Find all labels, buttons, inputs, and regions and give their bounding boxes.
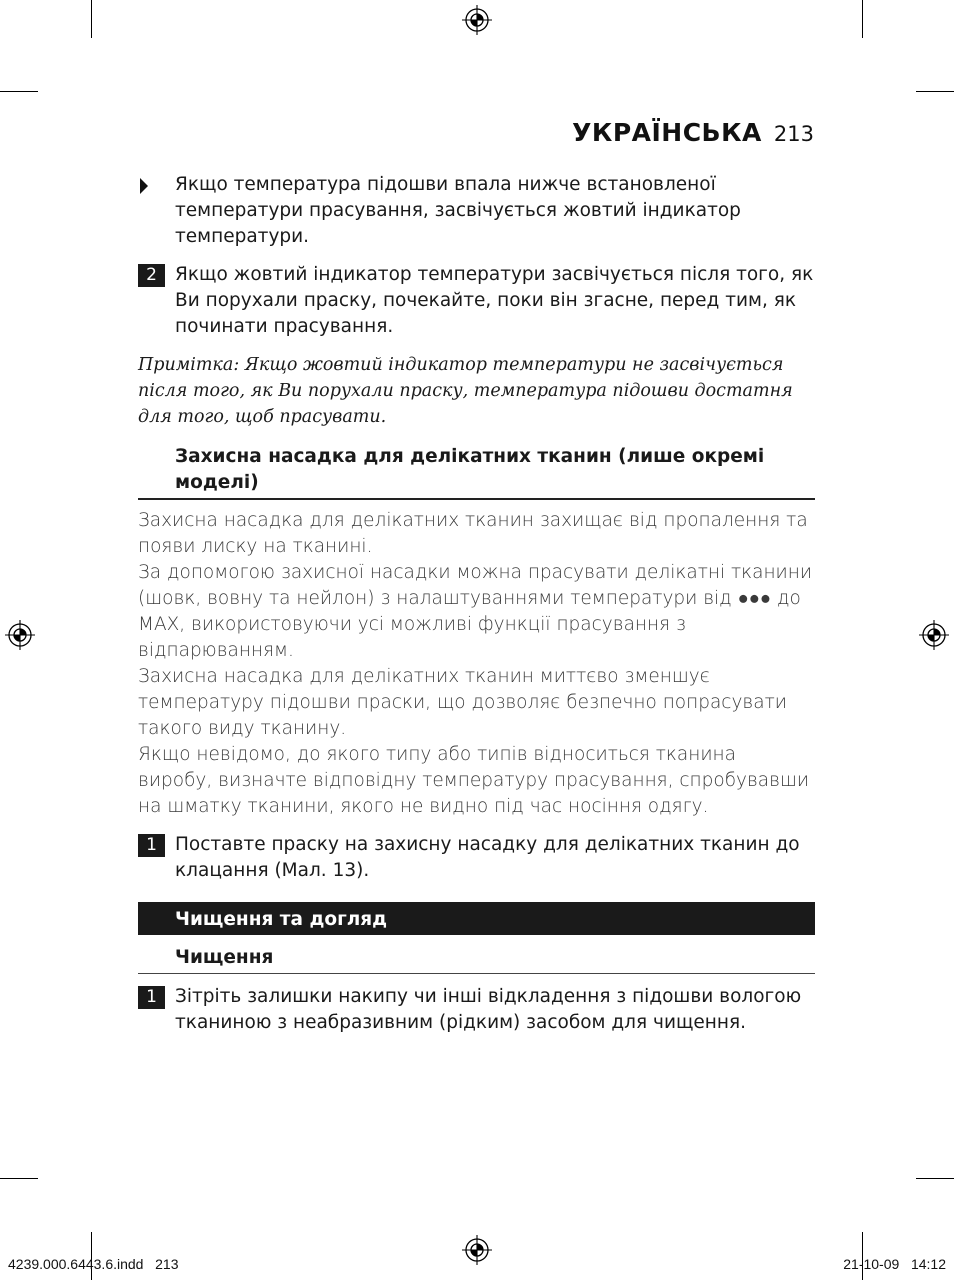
section-title-bar: Чищення та догляд [138,902,815,935]
step-1-protector-text: Поставте праску на захисну насадку для делікатних тканин до клацання (Мал. 13). [175,834,800,881]
bullet-item-text: Якщо температура підошви впала нижче встановленої температури прасування, засвічується жовтий індикатор температури. [175,174,741,247]
crop-mark-left-bottom [0,1178,38,1179]
crop-mark-right-bottom [916,1178,954,1179]
bullet-item [138,172,815,250]
protector-description [138,508,815,820]
step-number-badge: 1 [138,986,165,1009]
page-header [572,118,814,152]
subheading-cleaning: Чищення [138,945,815,974]
footer-date-time: 21-10-09 14:12 [843,1256,946,1272]
step-number-badge: 1 [138,834,165,857]
paragraph: За допомогою захисної насадки можна прасувати делікатні тканини (шовк, вовну та нейлон) з налаштуваннями температури від ●●● до MAX, використовуючи усі можливі функції прасування з відпарюванням. [138,562,813,661]
step-number-badge: 2 [138,264,165,287]
step-1-cleaning [138,984,815,1036]
registration-mark-right-icon [919,620,949,650]
step-1-protector [138,832,815,884]
crop-mark-right-top [916,91,954,92]
step-2 [138,262,815,340]
language-title: УКРАЇНСЬКА [572,118,762,147]
paragraph: Захисна насадка для делікатних тканин захищає від пропалення та появи лиску на тканині. [138,510,808,557]
crop-mark-left-top [0,91,38,92]
footer-file-info: 4239.000.6443.6.indd 213 [8,1256,179,1272]
crop-mark-top-right [862,0,863,38]
crop-mark-top-left [91,0,92,38]
step-2-text: Якщо жовтий індикатор температури засвічується після того, як Ви поруxали праску, почекайте, поки він згасне, перед тим, як починати прасування. [175,264,814,337]
registration-mark-left-icon [5,620,35,650]
note-text: Примітка: Якщо жовтий індикатор температури не засвічується після того, як Ви поруxали праску, температура підошви достатня для того, щоб прасувати. [138,355,793,427]
registration-mark-top-icon [462,5,492,35]
page-number: 213 [773,122,814,146]
page-content [138,172,815,1036]
paragraph: Якщо невідомо, до якого типу або типів відноситься тканина виробу, визначте відповідну температуру прасування, спробувавши на шматку тканини, якого не видно під час носіння одягу. [138,744,810,817]
step-1-cleaning-text: Зітріть залишки накипу чи інші відкладення з підошви вологою тканиною з неабразивним (рідким) засобом для чищення. [175,986,802,1033]
registration-mark-bottom-icon [462,1235,492,1265]
bullet-arrow-icon [140,178,148,194]
subheading-protector: Захисна насадка для делікатних тканин (лише окремі моделі) [138,444,815,500]
paragraph: Захисна насадка для делікатних тканин миттєво зменшує температуру підошви праски, що дозволяє безпечно попрасувати такого виду тканину. [138,666,787,739]
